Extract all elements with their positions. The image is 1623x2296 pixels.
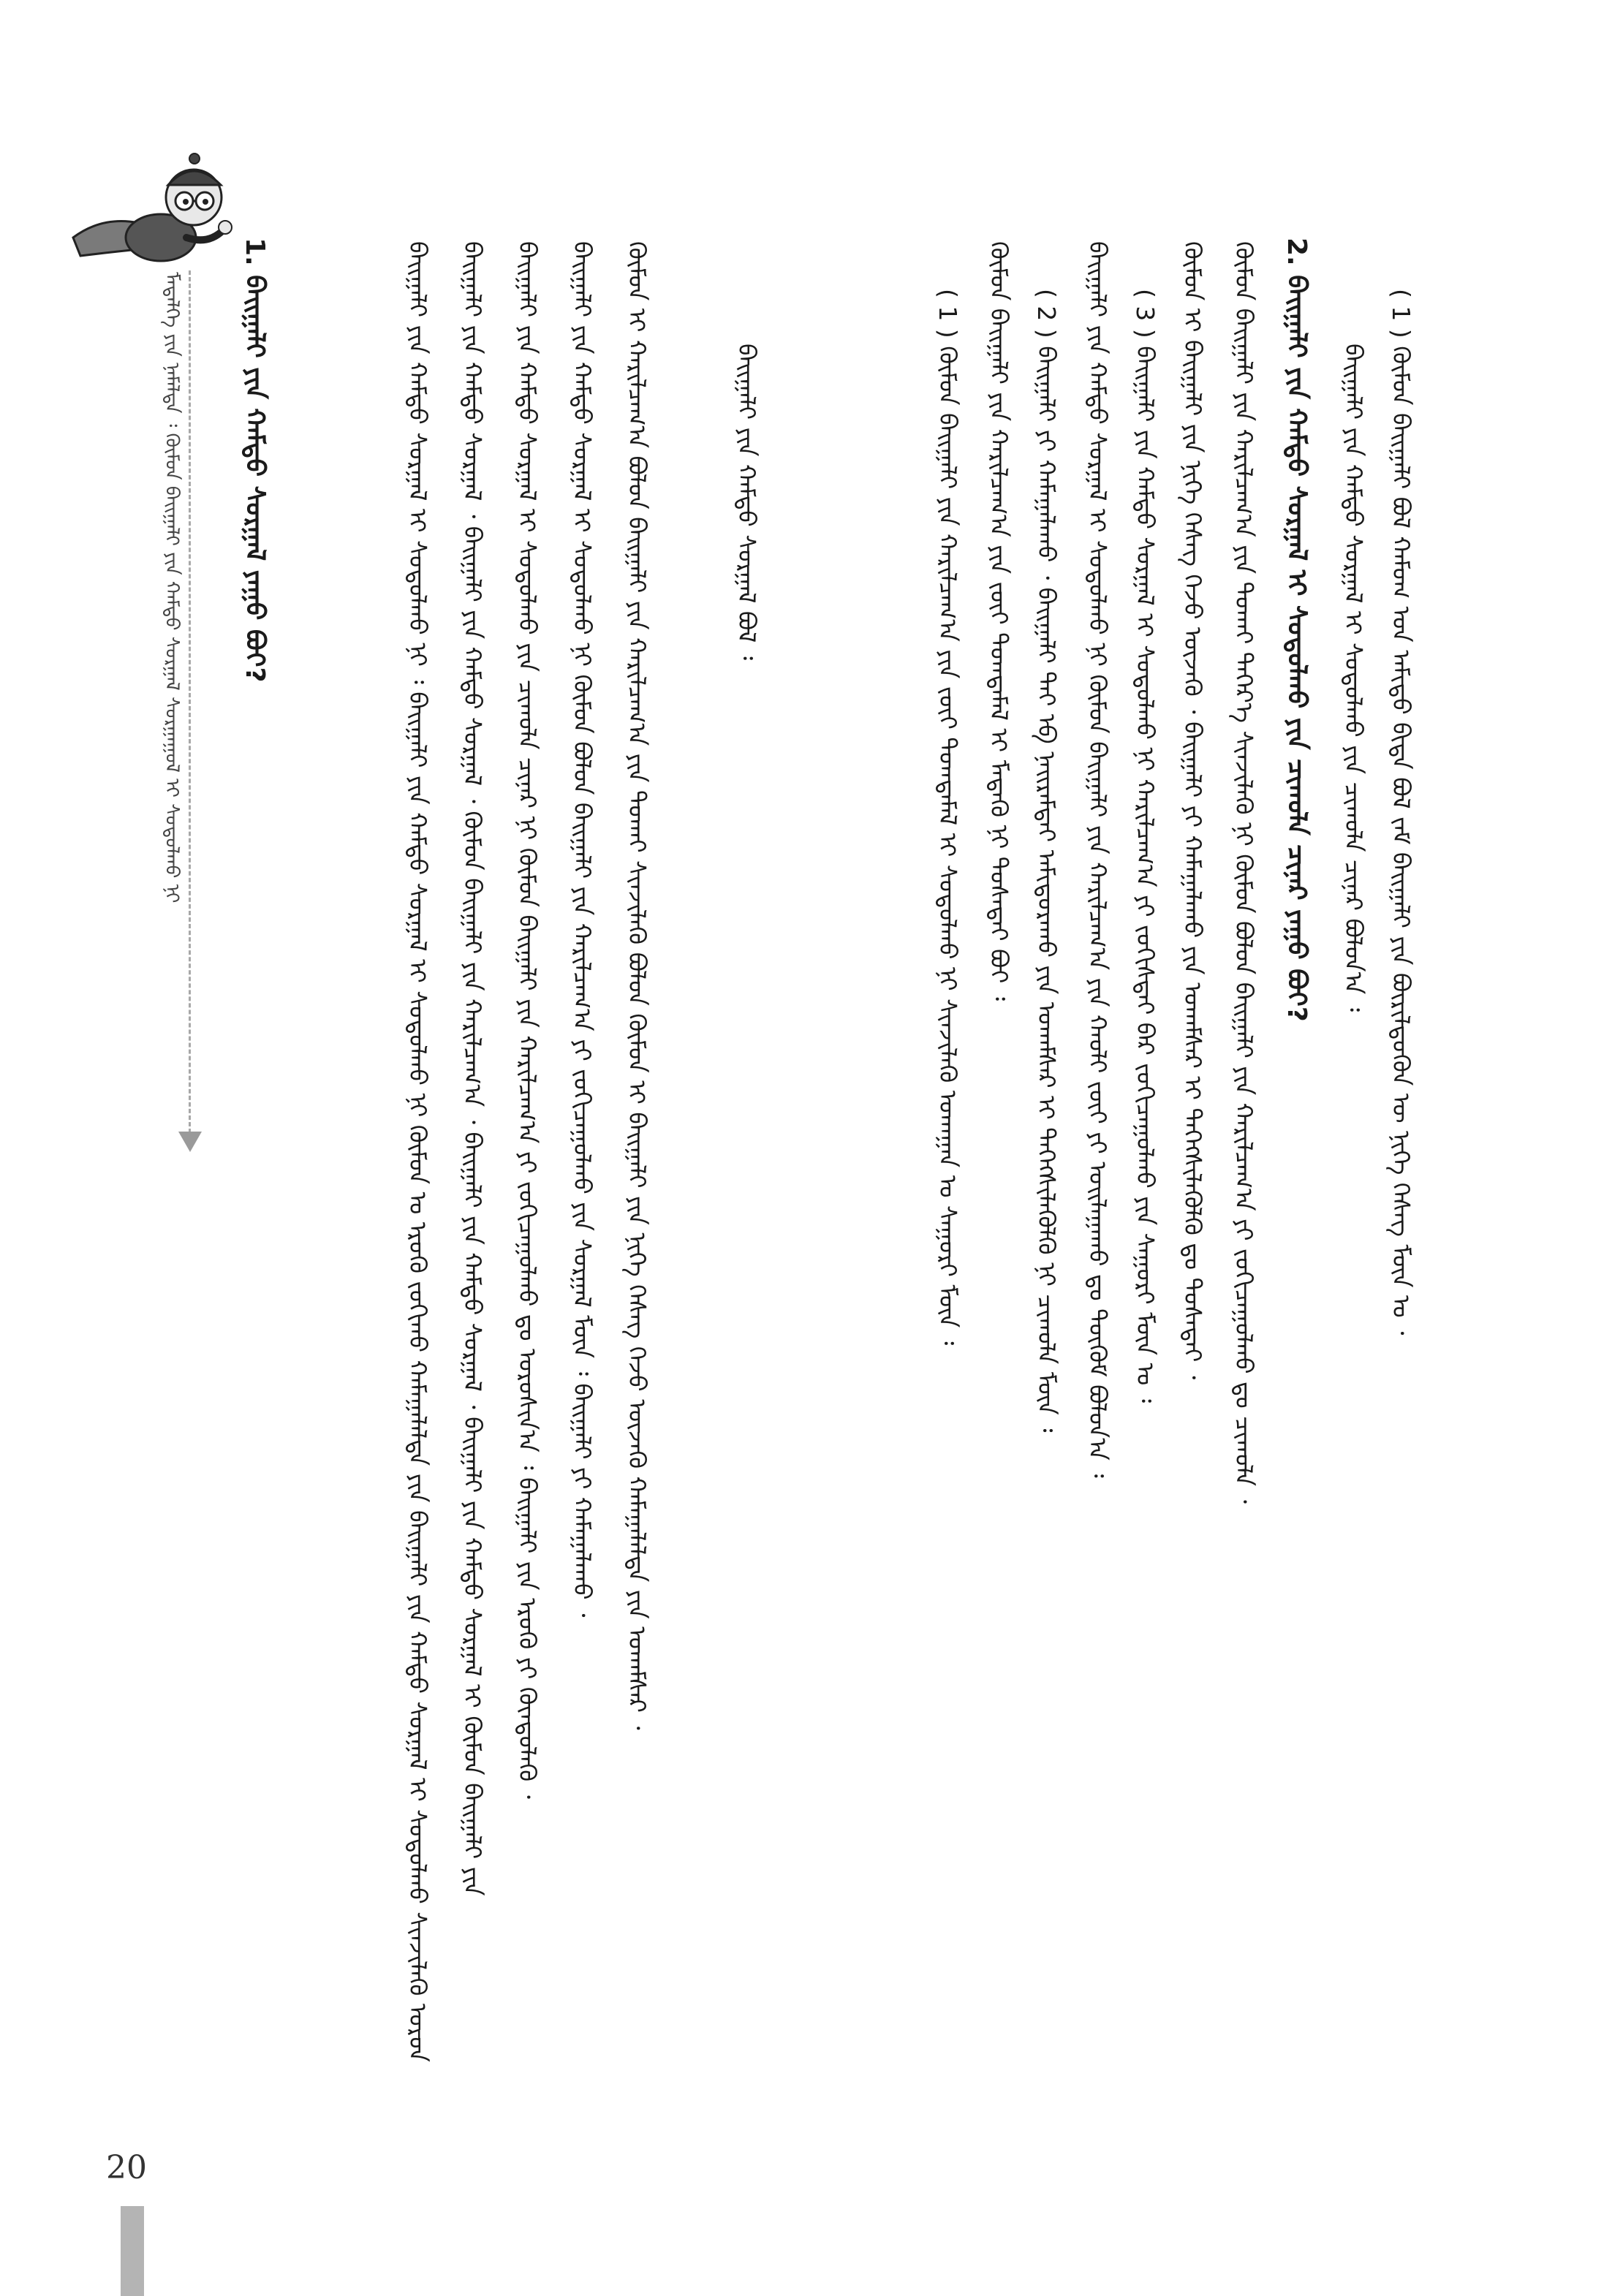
item-14: ᠪᠠᠢᠭᠠᠯᠢ ᠶᠢᠨ ᠬᠠᠮᠲᠤ ᠰᠤᠷᠭᠠᠯ ᠢ ᠰᠤᠳᠤᠯᠬᠤ ᠶᠢᠨ ᠴᠢᠬᠤᠯᠠ ᠴᠢᠨᠠᠷ ᠨᠢ ᠬᠦᠮᠦᠨ ᠪᠠᠢᠭᠠᠯᠢ ᠶᠢᠨ ᠬᠠᠷᠢᠯᠴᠠᠭ᠎ᠠ ᠶᠢ ᠵᠣᠬᠢᠴᠠᠭᠤᠯᠬᠤ ᠳᠤ ᠣᠷᠤᠰᠢᠨ᠎ᠠ ᠄ ᠪᠠᠢᠭᠠᠯᠢ ᠶᠢᠨ ᠡᠷᠦᠬᠦ ᠶᠢ ᠬᠦᠨᠳᠦᠯᠡᠬᠦ ᠂ — [513, 241, 542, 1799]
item-5: ᠬᠦᠮᠦᠨ ᠢ ᠪᠠᠢᠭᠠᠯᠢ ᠶᠢᠨ ᠨᠢᠭᠡ ᠬᠡᠰᠡᠭ ᠭᠡᠵᠦ ᠦᠵᠡᠬᠦ ᠂ ᠪᠠᠢᠭᠠᠯᠢ ᠶᠢ ᠬᠠᠮᠠᠭᠠᠯᠠᠬᠤ ᠶᠢᠨ ᠤᠬᠠᠮᠰᠠᠷ ᠢ ᠳᠡᠭᠡᠭᠰᠢᠯᠡᠭᠦᠯᠬᠦ ᠳᠤ ᠲᠤᠰᠠᠲᠠᠢ ᠂ — [1179, 241, 1207, 1380]
item-9: ᠬᠦᠮᠦᠨ ᠪᠠᠢᠭᠠᠯᠢ ᠶᠢᠨ ᠬᠠᠷᠢᠯᠴᠠᠭ᠎ᠠ ᠶᠢᠨ ᠵᠦᠢ ᠲᠣᠭᠲᠠᠮᠠᠯ ᠢ ᠮᠡᠳᠡᠬᠦ ᠨᠢ ᠲᠤᠰᠠᠲᠠᠢ ᠪᠤᠢ ᠄ — [985, 241, 1013, 1001]
item-15: ᠪᠠᠢᠭᠠᠯᠢ ᠶᠢᠨ ᠬᠠᠮᠲᠤ ᠰᠤᠷᠭᠠᠯ ᠂ ᠪᠠᠢᠭᠠᠯᠢ ᠶᠢᠨ ᠬᠠᠮᠲᠤ ᠰᠤᠷᠭᠠᠯ ᠂ ᠬᠦᠮᠦᠨ ᠪᠠᠢᠭᠠᠯᠢ ᠶᠢᠨ ᠬᠠᠷᠢᠯᠴᠠᠭ᠎ᠠ ᠂ ᠪᠠᠢᠭᠠᠯᠢ ᠶᠢᠨ ᠬᠠᠮᠲᠤ ᠰᠤᠷᠭᠠᠯ ᠂ ᠪᠠᠢᠭᠠᠯᠢ ᠶᠢᠨ ᠬᠠᠮᠲᠤ ᠰᠤᠷᠭᠠᠯ ᠢ ᠬᠦᠮᠦᠨ ᠪᠠᠢᠭᠠᠯᠢ ᠶᠢᠨ — [458, 241, 487, 1896]
mascot-illustration — [58, 128, 234, 274]
item-8: ( 2 ) ᠪᠠᠢᠭᠠᠯᠢ ᠶᠢ ᠬᠠᠮᠠᠭᠠᠯᠠᠬᠤ ᠂ ᠪᠠᠢᠭᠠᠯᠢ ᠲᠠᠢ ᠡᠪ ᠨᠠᠢᠷᠠᠮᠳᠠᠢ ᠠᠮᠢᠳᠤᠷᠠᠬᠤ ᠶᠢᠨ ᠤᠬᠠᠮᠰᠠᠷ ᠢ ᠳᠡᠭᠡᠭᠰᠢᠯᠡᠭᠦᠯᠬᠦ ᠨᠢ ᠴᠢᠬᠤᠯᠠ ᠮᠥᠨ ᠄ — [1032, 289, 1061, 1433]
item-10: ( 1 ) ᠬᠦᠮᠦᠨ ᠪᠠᠢᠭᠠᠯᠢ ᠶᠢᠨ ᠬᠠᠷᠢᠯᠴᠠᠭ᠎ᠠ ᠶᠢᠨ ᠵᠦᠢ ᠲᠣᠭᠲᠠᠮᠠᠯ ᠢ ᠰᠤᠳᠤᠯᠬᠤ ᠨᠢ ᠰᠢᠨᠵᠢᠯᠡᠬᠦ ᠤᠬᠠᠭᠠᠨ ᠤ ᠰᠠᠭᠤᠷᠢ ᠮᠥᠨ ᠄ — [934, 289, 962, 1346]
item-2: ᠪᠠᠢᠭᠠᠯᠢ ᠶᠢᠨ ᠬᠠᠮᠲᠤ ᠰᠤᠷᠭᠠᠯ ᠢ ᠰᠤᠳᠤᠯᠬᠤ ᠶᠢᠨ ᠴᠢᠬᠤᠯᠠ ᠴᠢᠨᠠᠷ ᠪᠣᠯᠤᠨ᠎ᠠ ᠄ — [1339, 344, 1368, 1012]
item-16: ᠪᠠᠢᠭᠠᠯᠢ ᠶᠢᠨ ᠬᠠᠮᠲᠤ ᠰᠤᠷᠭᠠᠯ ᠢ ᠰᠤᠳᠤᠯᠬᠤ ᠨᠢ ᠄ ᠪᠠᠢᠭᠠᠯᠢ ᠶᠢᠨ ᠬᠠᠮᠲᠤ ᠰᠤᠷᠭᠠᠯ ᠢ ᠰᠤᠳᠤᠯᠬᠤ ᠨᠢ ᠬᠦᠮᠦᠨ ᠤ ᠡᠷᠦᠬᠦ ᠵᠣᠬᠢᠬᠤ ᠬᠠᠮᠠᠭᠠᠯᠠᠯᠲᠠ ᠶᠢᠨ ᠪᠠᠢᠭᠠᠯᠢ ᠶᠢᠨ ᠬᠠᠮᠲᠤ ᠰᠤᠷᠭᠠᠯ ᠢ ᠰᠤᠳᠤᠯᠬᠤ ᠰᠢᠨᠵᠢᠯᠡᠬᠦ ᠣᠷᠣᠨ — [404, 241, 432, 2062]
item-11: ᠪᠠᠢᠭᠠᠯᠢ ᠶᠢᠨ ᠬᠠᠮᠲᠤ ᠰᠤᠷᠭᠠᠯ ᠪᠣᠯ ᠄ — [733, 344, 761, 661]
item-12: ᠬᠦᠮᠦᠨ ᠢ ᠬᠠᠷᠢᠯᠴᠠᠭ᠎ᠠ ᠪᠣᠯᠤᠨ ᠪᠠᠢᠭᠠᠯᠢ ᠶᠢᠨ ᠬᠠᠷᠢᠯᠴᠠᠭ᠎ᠠ ᠶᠢᠨ ᠲᠤᠬᠠᠢ ᠰᠢᠨᠵᠢᠯᠡᠬᠦ ᠪᠣᠯᠤᠨ ᠬᠦᠮᠦᠨ ᠢ ᠪᠠᠢᠭᠠᠯᠢ ᠶᠢᠨ ᠨᠢᠭᠡ ᠬᠡᠰᠡᠭ ᠭᠡᠵᠦ ᠦᠵᠡᠬᠦ ᠬᠠᠮᠠᠭᠠᠯᠠᠯᠲᠠ ᠶᠢᠨ ᠤᠬᠠᠮᠰᠠᠷ ᠂ — [623, 241, 651, 1730]
item-1: ( 1 ) ᠬᠦᠮᠦᠨ ᠪᠠᠢᠭᠠᠯᠢ ᠪᠣᠯ ᠬᠠᠮᠤᠭ ᠤᠨ ᠠᠮᠢᠳᠤ ᠪᠢᠳᠡ ᠪᠣᠯ ᠵᠠᠮ ᠪᠠᠢᠭᠠᠯᠢ ᠶᠢᠨ ᠪᠦᠷᠢᠯᠳᠦᠬᠦᠨ ᠦ ᠨᠢᠭᠡ ᠬᠡᠰᠡᠭ ᠮᠥᠨ ᠤ ᠂ — [1387, 289, 1415, 1335]
section-heading-2: 2. ᠪᠠᠢᠭᠠᠯᠢ ᠶᠢᠨ ᠬᠠᠮᠲᠤ ᠰᠤᠷᠭᠠᠯ ᠢ ᠰᠤᠳᠤᠯᠬᠤ ᠶᠢᠨ ᠴᠢᠬᠤᠯᠠ ᠴᠢᠨᠠᠷ ᠶᠠᠭᠤ ᠪᠤᠢ? — [1282, 238, 1312, 1022]
section-heading-1: 1. ᠪᠠᠢᠭᠠᠯᠢ ᠶᠢᠨ ᠬᠠᠮᠲᠤ ᠰᠤᠷᠭᠠᠯ ᠶᠠᠭᠤ ᠪᠤᠢ? — [240, 238, 270, 683]
sidebar-label: ᠮᠡᠳᠡᠯᠭᠡ ᠶᠢᠨ ᠨᠡᠮᠡᠯᠲᠡ ᠄ ᠬᠦᠮᠦᠨ ᠪᠠᠢᠭᠠᠯᠢ ᠶᠢᠨ ᠬᠠᠮᠲᠤ ᠰᠤᠷᠭᠠᠯ ᠰᠤᠷᠭᠠᠭᠤᠯ ᠢ ᠰᠤᠳᠤᠯᠬᠤ ᠨᠢ — [161, 272, 183, 903]
page-number: 20 — [106, 2149, 147, 2186]
item-4: ᠬᠦᠮᠦᠨ ᠪᠠᠢᠭᠠᠯᠢ ᠶᠢᠨ ᠬᠠᠷᠢᠯᠴᠠᠭ᠎ᠠ ᠶᠢᠨ ᠲᠤᠬᠠᠢ ᠳᠡᠭᠡᠷ᠎ᠡ ᠰᠢᠨᠵᠢᠯᠡᠬᠦ ᠨᠢ ᠬᠦᠮᠦᠨ ᠪᠣᠯᠤᠨ ᠪᠠᠢᠭᠠᠯᠢ ᠶᠢᠨ ᠬᠠᠷᠢᠯᠴᠠᠭ᠎ᠠ ᠶᠢ ᠵᠣᠬᠢᠴᠠᠭᠤᠯᠬᠤ ᠳᠤ ᠴᠢᠬᠤᠯᠠ ᠂ — [1230, 241, 1258, 1504]
sidebar-divider — [189, 270, 191, 1133]
item-7: ᠪᠠᠢᠭᠠᠯᠢ ᠶᠢᠨ ᠬᠠᠮᠲᠤ ᠰᠤᠷᠭᠠᠯ ᠢ ᠰᠤᠳᠤᠯᠬᠤ ᠨᠢ ᠬᠦᠮᠦᠨ ᠪᠠᠢᠭᠠᠯᠢ ᠶᠢᠨ ᠬᠠᠷᠢᠯᠴᠠᠭ᠎ᠠ ᠶᠢᠨ ᠬᠠᠤᠯᠢ ᠵᠦᠢ ᠶᠢ ᠣᠢᠯᠠᠭᠠᠬᠤ ᠳᠤ ᠳᠥᠭᠥᠮ ᠪᠣᠯᠤᠨ᠎ᠠ ᠄ — [1083, 241, 1112, 1478]
divider-arrow-icon — [178, 1132, 202, 1152]
item-13: ᠪᠠᠢᠭᠠᠯᠢ ᠶᠢᠨ ᠬᠠᠮᠲᠤ ᠰᠤᠷᠭᠠᠯ ᠢ ᠰᠤᠳᠤᠯᠬᠤ ᠨᠢ ᠬᠦᠮᠦᠨ ᠪᠣᠯᠤᠨ ᠪᠠᠢᠭᠠᠯᠢ ᠶᠢᠨ ᠬᠠᠷᠢᠯᠴᠠᠭ᠎ᠠ ᠶᠢ ᠵᠣᠬᠢᠴᠠᠭᠤᠯᠬᠤ ᠶᠢᠨ ᠰᠤᠷᠭᠠᠯ ᠮᠥᠨ ᠄ ᠪᠠᠢᠭᠠᠯᠢ ᠶᠢ ᠬᠠᠮᠠᠭᠠᠯᠠᠬᠤ ᠂ — [568, 241, 597, 1618]
page-edge-tab — [121, 2206, 144, 2296]
item-6: ( 3 ) ᠪᠠᠢᠭᠠᠯᠢ ᠶᠢᠨ ᠬᠠᠮᠲᠤ ᠰᠤᠷᠭᠠᠯ ᠢ ᠰᠤᠳᠤᠯᠬᠤ ᠨᠢ ᠬᠠᠷᠢᠯᠴᠠᠭ᠎ᠠ ᠶᠢ ᠵᠣᠬᠢᠰᠲᠠᠢ ᠪᠠᠷ ᠵᠣᠬᠢᠴᠠᠭᠤᠯᠬᠤ ᠶᠢᠨ ᠰᠠᠭᠤᠷᠢ ᠮᠥᠨ ᠤ ᠄ — [1131, 289, 1159, 1403]
